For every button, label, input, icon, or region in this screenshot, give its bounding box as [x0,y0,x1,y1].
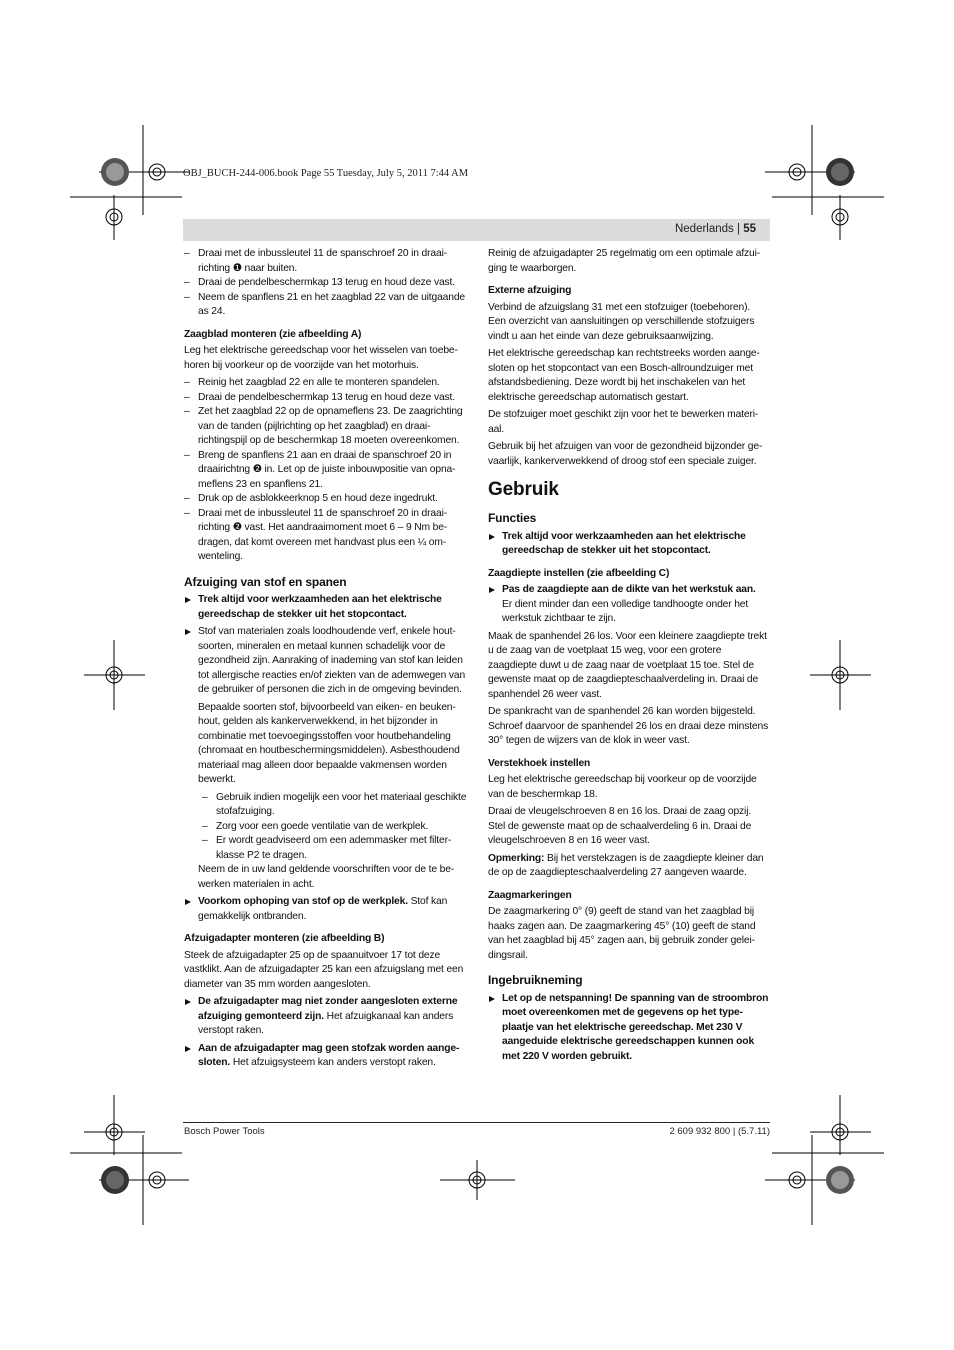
section-heading: Afzuiging van stof en spanen [184,574,347,589]
paragraph: Reinig de afzuigadapter 25 regelmatig om een optimale afzuiging te waarborgen. [488,248,761,274]
section-heading: Zaagblad monteren (zie afbeelding A) [184,328,362,340]
left-column [184,247,468,1074]
paragraph: De spankracht van de spanhendel 26 kan worden bijgesteld. Schroef daarvoor de spanhendel 26 los en draai deze minstens 30° tegen de wijzers van de klok in weer vast. [488,706,769,746]
list-item: – Draai de pendelbeschermkap 13 terug en houd deze vast. [184,391,468,406]
chapter-title: Gebruik [488,479,559,500]
section-heading: Zaagmarkeringen [488,889,572,901]
right-column [488,247,770,1067]
paragraph: Leg het elektrische gereedschap bij voorkeur op de voorzijde van de beschermkap 18. [488,774,757,800]
paragraph: Draai de vleugelschroeven 8 en 16 los. Draai de zaag opzij. Stel de gewenste maat op de schaalverdeling 6 in. Draai de vleugelschroeven 8 en 16 weer vast. [488,806,752,846]
print-slug: OBJ_BUCH-244-006.book Page 55 Tuesday, July 5, 2011 7:44 AM [183,168,469,179]
list-item: – Reinig het zaagblad 22 en alle te monteren spandelen. [184,376,468,391]
sub-list-item: – Er wordt geadviseerd om een ademmasker met filterklasse P2 te dragen. [184,834,468,863]
warning-item: Trek altijd voor werkzaamheden aan het elektrische gereedschap de stekker uit het stopcontact. [488,530,770,559]
list-item: – Draai de pendelbeschermkap 13 terug en houd deze vast. [184,276,468,291]
page-header: Nederlands | 55 [183,219,770,241]
paragraph: Het elektrische gereedschap kan rechtstreeks worden aangesloten op het stopcontact van een Bosch-allroundzuiger met afstandsbediening. Deze wordt bij het inschakelen van het elektrische gereedschap automatisch gestart. [488,348,760,403]
warning-item: Let op de netspanning! De spanning van de stroombron moet overeenkomen met de gegevens op het typeplaatje van het elektrische gereedschap. Met 230 V aangeduide elektrische gereedschappen kunnen ook met 220 V worden gebruikt. [488,992,770,1065]
paragraph: Neem de in uw land geldende voorschriften voor de te bewerken materialen in acht. [198,864,455,890]
list-item: – Neem de spanflens 21 en het zaagblad 22 van de uitgaande as 24. [184,291,468,320]
paragraph: Gebruik bij het afzuigen van voor de gezondheid bijzonder gevaarlijk, kankerverwekkend of droog stof een speciale zuiger. [488,441,763,467]
list-item: – Breng de spanflens 21 aan en draai de spanschroef 20 in draairichtng ❷ in. Let op de juiste inbouwpositie van opnameflens 23 en spanflens 21. [184,449,468,493]
warning-item: Voorkom ophoping van stof op de werkplek. Stof kan gemakkelijk ontbranden. [184,895,468,924]
paragraph: Maak de spanhendel 26 los. Voor een kleinere zaagdiepte trekt u de zaag van de voetplaat 15 weg, voor een grotere zaagdiepte duwt u de zaag naar de voetplaat 15 toe. Stel de gewenste maat op de zaagdiepteschaalverdeling in. Draai de spanhendel 26 weer vast. [488,630,767,700]
note: Opmerking: Bij het verstekzagen is de zaagdiepte kleiner dan de op de zaagdiepteschaalverdeling 27 aangeven waarde. [488,852,764,878]
list-item: – Draai met de inbussleutel 11 de spanschroef 20 in draairichting ❶ naar buiten. [184,247,468,276]
header-language: Nederlands [674,223,734,235]
list-item: – Zet het zaagblad 22 op de opnameflens 23. De zaagrichting van de tanden (pijlrichting op het zaagblad) en draairichtingspijl op de beschermkap 18 moeten overeenkomen. [184,405,468,449]
section-heading: Externe afzuiging [488,285,572,296]
paragraph: Leg het elektrische gereedschap voor het wisselen van toebehoren bij voorkeur op de voorzijde van het motorhuis. [184,345,458,371]
paragraph: Steek de afzuigadapter 25 op de spaanuitvoer 17 tot deze vastklikt. Aan de afzuigadapter 25 kan een afzuigslang met een diameter van 35 mm worden aangesloten. [184,949,464,990]
warning-item: Trek altijd voor werkzaamheden aan het elektrische gereedschap de stekker uit het stopcontact. [184,593,468,622]
footer-docnum: 2 609 932 800 | (5.7.11) [669,1126,770,1137]
paragraph: Verbind de afzuigslang 31 met een stofzuiger (toebehoren). Een overzicht van aansluitingen op verschillende stofzuigers vindt u aan het einde van deze gebruiksaanwijzing. [488,301,755,342]
section-heading: Ingebruikneming [488,973,583,987]
section-heading: Verstekhoek instellen [488,757,591,769]
paragraph: De stofzuiger moet geschikt zijn voor het te bewerken materiaal. [488,409,759,435]
warning-item: Aan de afzuigadapter mag geen stofzak worden aangesloten. Het afzuigsysteem kan anders verstopt raken. [184,1042,468,1071]
list-item: – Draai met de inbussleutel 11 de spanschroef 20 in draairichting ❷ vast. Het aandraaimoment moet 6 – 9 Nm bedragen, dat komt overeen met handvast plus een ¼ omwenteling. [184,507,468,565]
page-number: 55 [743,223,756,235]
paragraph: Bepaalde soorten stof, bijvoorbeeld van eiken- en beukenhout, gelden als kankerverwekkend, in het bijzonder in combinatie met toevoegingsstoffen voor houtbehandeling (chromaat en houtbeschermingsmiddelen). Asbesthoudend materiaal mag alleen door bepaalde vakmensen worden bewerkt. [198,701,460,785]
paragraph: De zaagmarkering 0° (9) geeft de stand van het zaagblad bij haaks zagen aan. De zaagmarkering 45° (10) geeft de stand van het zaagblad bij 45° zagen aan, bij gebruik zonder geleidingsrail. [488,906,756,961]
warning-item: Pas de zaagdiepte aan de dikte van het werkstuk aan. Er dient minder dan een volledige tandhoogte onder het werkstuk zichtbaar te zijn. [488,583,770,627]
sub-list-item: – Zorg voor een goede ventilatie van de werkplek. [184,820,468,835]
warning-item: De afzuigadapter mag niet zonder aangesloten externe afzuiging gemonteerd zijn. Het afzuigkanaal kan anders verstopt raken. [184,995,468,1039]
warning-item: Stof van materialen zoals loodhoudende verf, enkele houtsoorten, mineralen en metaal kunnen schadelijk voor de gezondheid zijn. Aanraking of inademing van stof kan leiden tot allergische reacties en/of ziekten van de ademwegen van de gebruiker of personen die zich in de omgeving bevinden. [184,625,468,698]
footer-rule [183,1122,770,1123]
list-item: – Druk op de asblokkeerknop 5 en houd deze ingedrukt. [184,492,468,507]
footer-brand: Bosch Power Tools [184,1126,265,1137]
section-heading: Afzuigadapter monteren (zie afbeelding B) [184,933,385,944]
section-heading: Functies [488,511,537,525]
sub-list-item: – Gebruik indien mogelijk een voor het materiaal geschikte stofafzuiging. [184,791,468,820]
section-heading: Zaagdiepte instellen (zie afbeelding C) [488,567,670,579]
